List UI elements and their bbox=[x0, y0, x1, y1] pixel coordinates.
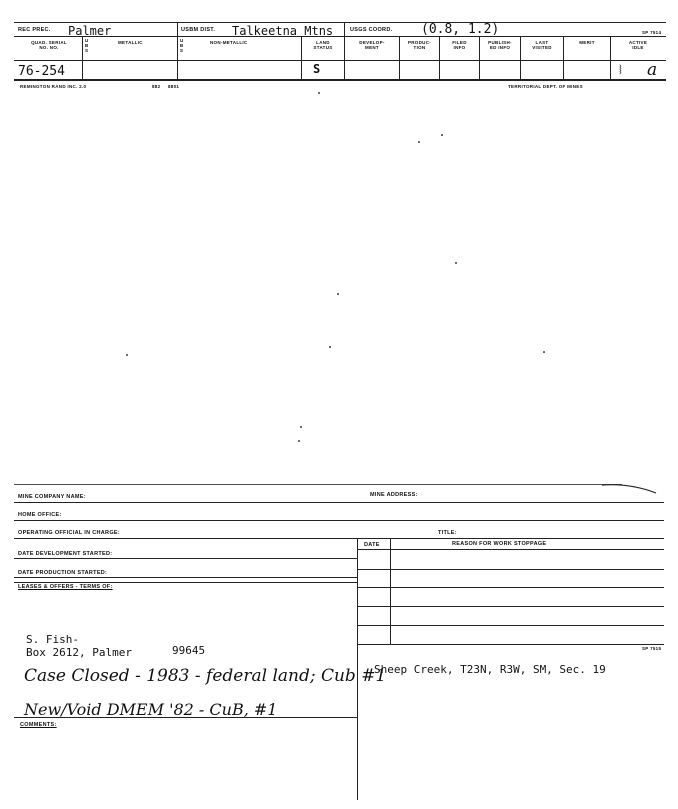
col-production: PRODUC- TION bbox=[407, 40, 432, 50]
col-published-info: PUBLISH- ED INFO bbox=[488, 40, 512, 50]
col-metallic-ubs: U B S bbox=[85, 38, 89, 53]
speck bbox=[298, 440, 300, 442]
handwritten-note-case-closed: Case Closed - 1983 - federal land; Cub #1 bbox=[24, 666, 387, 686]
date-col-header: DATE bbox=[364, 542, 380, 548]
speck bbox=[441, 134, 443, 136]
date-production-label: DATE PRODUCTION STARTED: bbox=[18, 570, 108, 576]
col-quad-serial: QUAD. SERIAL NO. NO. bbox=[31, 40, 67, 50]
col-active-idle: ACTIVE IDLE bbox=[628, 40, 648, 50]
record-land-status: S bbox=[313, 62, 321, 76]
col-nonmetallic: NON-METALLIC bbox=[210, 40, 248, 45]
usgs-coord-label: USGS COORD. bbox=[350, 27, 393, 33]
form-number: SP 7514 bbox=[642, 30, 662, 35]
form-number-2: SP 7515 bbox=[642, 646, 662, 651]
rec-prec-label: REC PREC. bbox=[18, 27, 51, 33]
bracket-mark: ⧘ bbox=[619, 62, 622, 78]
mine-address-label: MINE ADDRESS: bbox=[370, 492, 418, 498]
date-development-label: DATE DEVELOPMENT STARTED: bbox=[18, 551, 113, 557]
reason-col-header: REASON FOR WORK STOPPAGE bbox=[452, 541, 547, 547]
speck bbox=[318, 92, 320, 94]
col-metallic: METALLIC bbox=[118, 40, 143, 45]
speck bbox=[418, 141, 420, 143]
owner-zip: 99645 bbox=[172, 644, 206, 657]
home-office-label: HOME OFFICE: bbox=[18, 512, 62, 518]
speck bbox=[543, 351, 545, 353]
operating-official-label: OPERATING OFFICIAL IN CHARGE: bbox=[18, 530, 120, 536]
comments-label: COMMENTS: bbox=[20, 722, 57, 728]
handwritten-note-void: New/Void DMEM '82 - CuB, #1 bbox=[24, 700, 278, 719]
usbm-dist-value: Talkeetna Mtns bbox=[232, 24, 334, 38]
record-quad-serial: 76-254 bbox=[18, 64, 65, 79]
owner-name: S. Fish- bbox=[26, 633, 79, 646]
usgs-coord-value: (0.8, 1.2) bbox=[421, 22, 500, 37]
speck bbox=[300, 426, 302, 428]
dept-name: TERRITORIAL DEPT. OF MINES bbox=[508, 84, 583, 89]
col-filed-info: FILED INFO bbox=[452, 40, 467, 50]
owner-address: Box 2612, Palmer bbox=[26, 646, 132, 659]
col-merit: MERIT bbox=[579, 40, 595, 45]
speck bbox=[455, 262, 457, 264]
col-land-status: LAND STATUS bbox=[313, 40, 333, 50]
record-active-idle-mark: a bbox=[647, 60, 658, 80]
form-edge-curve bbox=[600, 479, 660, 495]
speck bbox=[126, 354, 128, 356]
location-text: Sheep Creek, T23N, R3W, SM, Sec. 19 bbox=[374, 663, 606, 676]
rec-prec-value: Palmer bbox=[68, 24, 112, 38]
speck bbox=[337, 293, 339, 295]
printer-code-1: 882 bbox=[152, 84, 161, 89]
col-nonmetallic-ubs: U B S bbox=[180, 38, 184, 53]
title-label: TITLE: bbox=[438, 530, 457, 536]
col-last-visited: LAST VISITED bbox=[532, 40, 552, 50]
usbm-dist-label: USBM DIST. bbox=[181, 27, 216, 33]
leases-label: LEASES & OFFERS - TERMS OF: bbox=[18, 584, 113, 590]
mine-company-label: MINE COMPANY NAME: bbox=[18, 494, 86, 500]
col-development: DEVELOP- MENT bbox=[359, 40, 385, 50]
printer-credit: REMINGTON RAND INC. 2.0 bbox=[20, 84, 87, 89]
speck bbox=[329, 346, 331, 348]
printer-code-2: 8801 bbox=[168, 84, 180, 89]
